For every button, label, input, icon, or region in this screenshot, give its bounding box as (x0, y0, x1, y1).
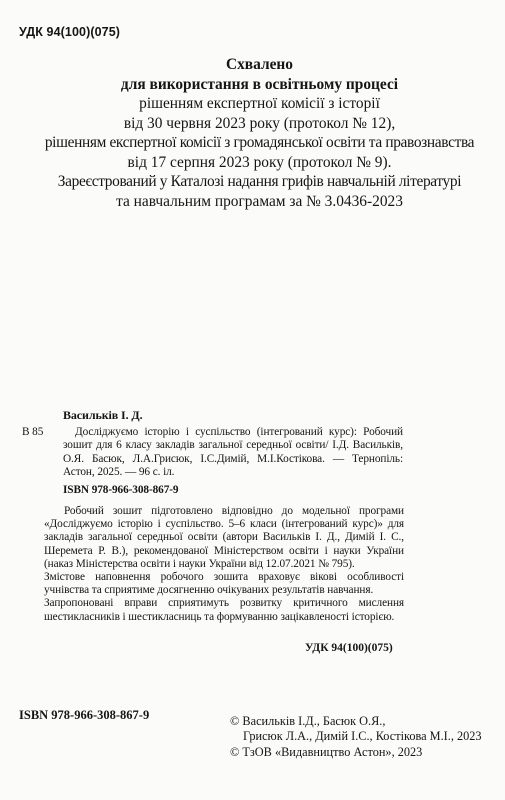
copyright-authors-cont: Грисюк Л.А., Димій І.С., Костікова М.І., 2023 (243, 729, 482, 744)
approval-purpose: для використання в освітньому процесі (120, 75, 399, 93)
catalog-registration: Зареєстрований у Каталозі надання грифів навчальній літературі (57, 173, 462, 190)
udk-code-top: УДК 94(100)(075) (19, 25, 121, 39)
udk-code-bottom: УДК 94(100)(075) (305, 642, 393, 654)
isbn-record: ISBN 978-966-308-867-9 (63, 484, 179, 496)
author-heading: Васильків І. Д. (63, 408, 143, 422)
approval-civic-date: від 17 серпня 2023 року (протокол № 9). (127, 153, 392, 171)
approval-statement (12, 55, 505, 211)
classification-code: В 85 (22, 426, 44, 438)
annotation-paragraph: Робочий зошит підготовлено відповідно до модельної програми «Досліджуємо історію і суспільство. 5–6 класи (інтегрований курс)» для закладів загальної середньої освіти (автори Васильків І. Д., Димій І. С., Шеремета Р. В.), рекомендованої Міністерством освіти і науки України (наказ Міністерства освіти і науки України від 12.07.2021 № 795). (44, 505, 404, 570)
copyright-authors: © Васильків І.Д., Басюк О.Я., (230, 714, 386, 728)
copyright-publisher: © ТзОВ «Видавництво Астон», 2023 (230, 744, 423, 759)
isbn-bottom: ISBN 978-966-308-867-9 (19, 708, 150, 722)
copyright-block (230, 714, 500, 760)
approval-heading: Схвалено (226, 56, 293, 73)
annotation-paragraph: Запропоновані вправи сприятимуть розвитку критичного мислення шестикласників і шестикласниць та формуванню зацікавленості історією. (44, 597, 404, 623)
annotation-paragraph: Змістове наповнення робочого зошита враховує вікові особливості учнівства та сприятиме досягненню очікуваних результатів навчання. (44, 571, 404, 597)
catalog-registration-number: та навчальним програмам за № 3.0436-2023 (116, 192, 403, 210)
bibliographic-description: Досліджуємо історію і суспільство (інтегрований курс): Робочий зошит для 6 класу закладів загальної середньої освіти/ І.Д. Васильків, О.Я. Басюк, Л.А.Грисюк, І.С.Димій, М.І.Костікова. — Тернопіль: Астон, 2025. — 96 с. іл. (63, 426, 403, 478)
approval-civic-commission: рішенням експертної комісії з громадянської освіти та правознавства (44, 134, 475, 151)
approval-history-date: від 30 червня 2023 року (протокол № 12), (123, 114, 396, 132)
annotation (44, 505, 404, 624)
approval-history-commission: рішенням експертної комісії з історії (139, 95, 380, 112)
